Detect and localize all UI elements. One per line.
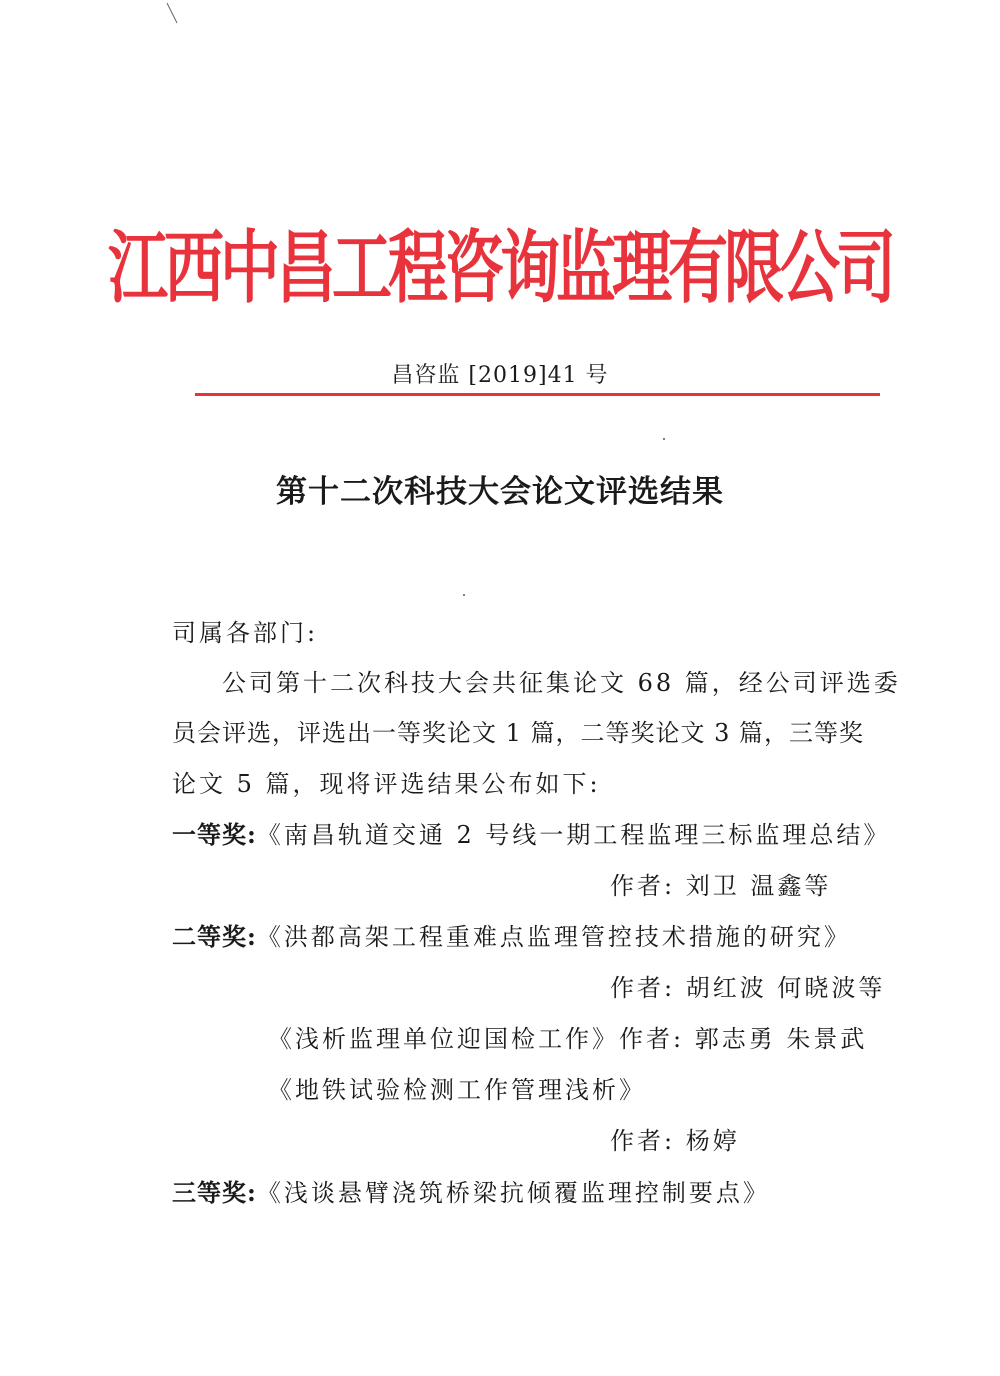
first-prize-entry xyxy=(172,820,890,850)
second-prize-paper: 《浅析监理单位迎国检工作》 xyxy=(268,1025,619,1053)
scan-speck xyxy=(463,594,465,596)
scan-mark xyxy=(165,2,179,24)
second-prize-entry xyxy=(268,1024,867,1054)
third-prize-entry xyxy=(172,1178,770,1208)
red-divider xyxy=(195,393,880,396)
body-line: 公司第十二次科技大会共征集论文 68 篇，经公司评选委 xyxy=(222,669,901,697)
second-prize-paper: 《洪都高架工程重难点监理管控技术措施的研究》 xyxy=(256,923,851,951)
first-prize-paper: 《南昌轨道交通 2 号线一期工程监理三标监理总结》 xyxy=(256,821,891,849)
second-prize-paper: 《地铁试验检测工作管理浅析》 xyxy=(268,1076,646,1104)
salutation: 司属各部门: xyxy=(172,619,319,647)
first-prize-author: 作者: 刘卫 温鑫等 xyxy=(610,872,832,900)
scan-speck xyxy=(663,438,665,440)
second-prize-author: 作者: 胡红波 何晓波等 xyxy=(610,974,886,1002)
body-line: 员会评选，评选出一等奖论文 1 篇，二等奖论文 3 篇，三等奖 xyxy=(172,719,865,747)
second-prize-author: 作者: 郭志勇 朱景武 xyxy=(619,1025,868,1053)
second-prize-label: 二等奖: xyxy=(172,922,257,951)
third-prize-label: 三等奖: xyxy=(172,1178,257,1207)
page-title: 第十二次科技大会论文评选结果 xyxy=(276,474,724,510)
third-prize-paper: 《浅谈悬臂浇筑桥梁抗倾覆监理控制要点》 xyxy=(256,1179,770,1207)
organization-title: 江西中昌工程咨询监理有限公司 xyxy=(108,222,892,315)
document-number: 昌咨监 [2019]41 号 xyxy=(391,363,609,388)
body-line: 论文 5 篇，现将评选结果公布如下: xyxy=(172,770,601,798)
second-prize-author: 作者: 杨婷 xyxy=(610,1127,740,1155)
first-prize-label: 一等奖: xyxy=(172,820,257,849)
second-prize-entry xyxy=(172,922,851,952)
